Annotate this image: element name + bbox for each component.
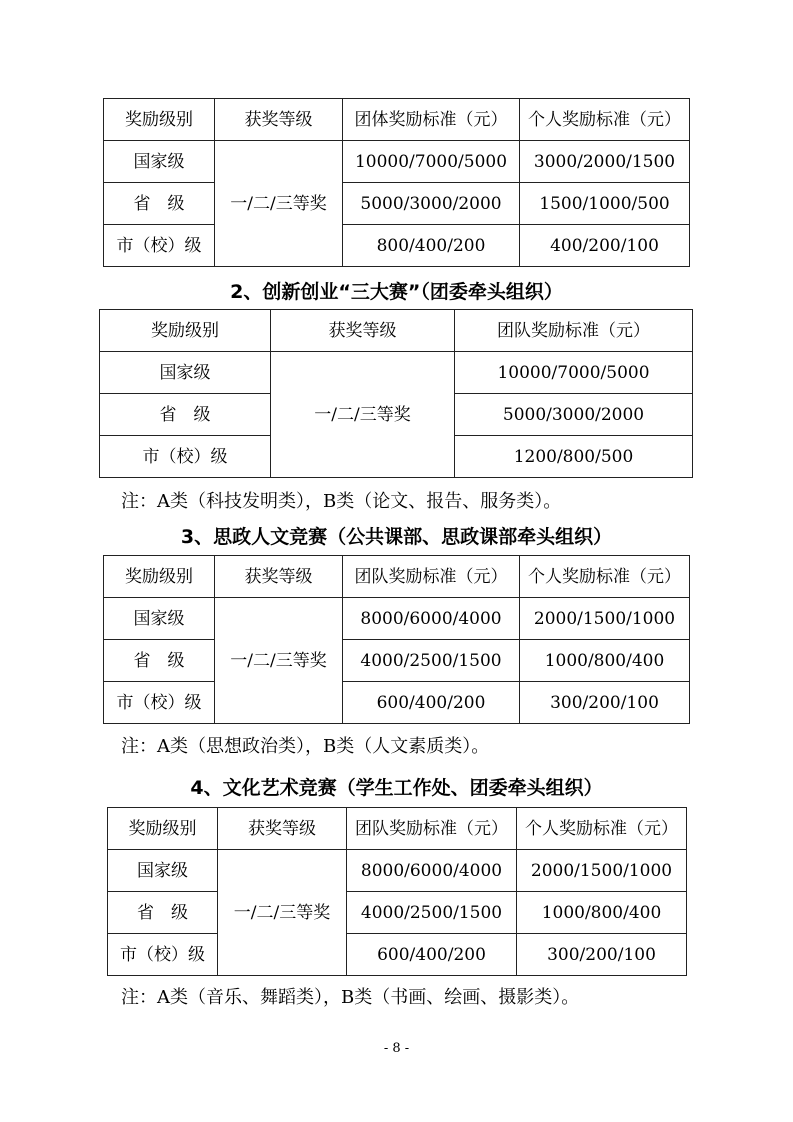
section-4-note: 注：A类（音乐、舞蹈类），B类（书画、绘画、摄影类）。 (121, 987, 580, 1008)
team-amount-cell: 4000/2500/1500 (347, 892, 517, 934)
level-cell: 市（校）级 (108, 934, 218, 976)
rank-cell: 一/二/三等奖 (271, 352, 455, 478)
award-table-1 (103, 98, 690, 267)
header-cell: 获奖等级 (218, 808, 347, 850)
table-row (104, 183, 690, 225)
table-row (104, 225, 690, 267)
personal-amount-cell: 300/200/100 (520, 682, 690, 724)
header-cell: 团队奖励标准（元） (347, 808, 517, 850)
table-row (104, 598, 690, 640)
header-cell: 团队奖励标准（元） (343, 556, 520, 598)
award-table-3 (103, 555, 690, 724)
table-row (104, 640, 690, 682)
table-header-row (100, 310, 693, 352)
header-cell: 个人奖励标准（元） (520, 556, 690, 598)
table-header-row (108, 808, 687, 850)
table-header-row (104, 99, 690, 141)
personal-amount-cell: 1000/800/400 (520, 640, 690, 682)
level-cell: 国家级 (104, 598, 215, 640)
level-cell: 省 级 (108, 892, 218, 934)
page-number: - 8 - (383, 1041, 410, 1056)
table-row (108, 850, 687, 892)
header-cell: 团体奖励标准（元） (343, 99, 520, 141)
header-cell: 获奖等级 (215, 556, 343, 598)
table-row (104, 141, 690, 183)
personal-amount-cell: 1000/800/400 (517, 892, 687, 934)
rank-cell: 一/二/三等奖 (215, 141, 343, 267)
award-table-2 (99, 309, 693, 478)
level-cell: 省 级 (100, 394, 271, 436)
section-3-note: 注：A类（思想政治类），B类（人文素质类）。 (121, 736, 490, 757)
personal-amount-cell: 300/200/100 (517, 934, 687, 976)
award-table-4 (107, 807, 687, 976)
team-amount-cell: 5000/3000/2000 (455, 394, 693, 436)
level-cell: 省 级 (104, 183, 215, 225)
table-row (104, 682, 690, 724)
personal-amount-cell: 400/200/100 (520, 225, 690, 267)
header-cell: 奖励级别 (104, 556, 215, 598)
level-cell: 国家级 (104, 141, 215, 183)
section-2-note: 注：A类（科技发明类），B类（论文、报告、服务类）。 (121, 491, 562, 512)
header-cell: 个人奖励标准（元） (520, 99, 690, 141)
table-row (108, 892, 687, 934)
team-amount-cell: 10000/7000/5000 (343, 141, 520, 183)
team-amount-cell: 5000/3000/2000 (343, 183, 520, 225)
header-cell: 奖励级别 (104, 99, 215, 141)
team-amount-cell: 600/400/200 (343, 682, 520, 724)
level-cell: 省 级 (104, 640, 215, 682)
team-amount-cell: 10000/7000/5000 (455, 352, 693, 394)
rank-cell: 一/二/三等奖 (215, 598, 343, 724)
level-cell: 市（校）级 (104, 682, 215, 724)
header-cell: 获奖等级 (215, 99, 343, 141)
level-cell: 国家级 (108, 850, 218, 892)
team-amount-cell: 8000/6000/4000 (347, 850, 517, 892)
personal-amount-cell: 1500/1000/500 (520, 183, 690, 225)
team-amount-cell: 8000/6000/4000 (343, 598, 520, 640)
team-amount-cell: 600/400/200 (347, 934, 517, 976)
level-cell: 国家级 (100, 352, 271, 394)
personal-amount-cell: 3000/2000/1500 (520, 141, 690, 183)
table-row (100, 352, 693, 394)
personal-amount-cell: 2000/1500/1000 (520, 598, 690, 640)
header-cell: 团队奖励标准（元） (455, 310, 693, 352)
team-amount-cell: 4000/2500/1500 (343, 640, 520, 682)
rank-cell: 一/二/三等奖 (218, 850, 347, 976)
team-amount-cell: 1200/800/500 (455, 436, 693, 478)
table-header-row (104, 556, 690, 598)
section-3-heading: 3、思政人文竞赛（公共课部、思政课部牵头组织） (180, 526, 613, 548)
header-cell: 个人奖励标准（元） (517, 808, 687, 850)
section-2-heading: 2、创新创业“三大赛”（团委牵头组织） (230, 281, 563, 303)
header-cell: 奖励级别 (100, 310, 271, 352)
table-row (108, 934, 687, 976)
section-4-heading: 4、文化艺术竞赛（学生工作处、团委牵头组织） (190, 777, 603, 799)
header-cell: 奖励级别 (108, 808, 218, 850)
header-cell: 获奖等级 (271, 310, 455, 352)
team-amount-cell: 800/400/200 (343, 225, 520, 267)
level-cell: 市（校）级 (104, 225, 215, 267)
personal-amount-cell: 2000/1500/1000 (517, 850, 687, 892)
level-cell: 市（校）级 (100, 436, 271, 478)
